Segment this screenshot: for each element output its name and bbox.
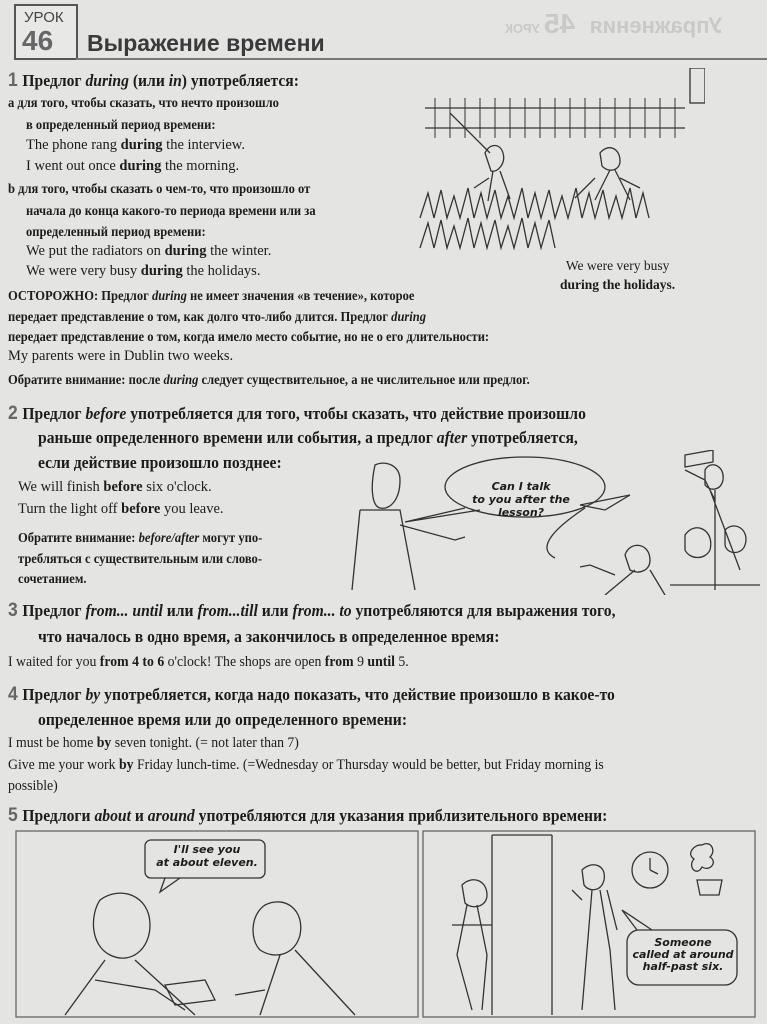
text: the morning. [161,158,240,174]
section-4-heading [8,684,615,706]
bubble-line: Someone [654,936,712,949]
section-number: 2 [8,403,18,424]
term: from... to [292,601,352,620]
lesson-label: УРОК [24,9,64,26]
lesson-number: 46 [22,25,54,56]
section-2-heading [8,403,586,425]
section-2-heading-line2 [38,428,578,448]
rule-a-line1: a для того, чтобы сказать, что нечто произошло [8,95,279,110]
text: Turn the light off [18,501,122,517]
note-line1 [18,530,262,546]
section-number: 5 [8,805,18,826]
rule-a-line2: в определенный период времени: [26,117,216,132]
bubble-line: to you after the [472,493,570,506]
bleed-title: Упражнения [589,13,723,38]
term: from... until [85,601,163,620]
lesson-badge [14,4,78,60]
rule-b-line3: определенный период времени: [26,224,206,239]
bubble-line: lesson? [497,506,545,519]
bubble-line: at about eleven. [156,856,258,869]
term: from 4 to 6 [99,654,165,670]
example [26,243,271,260]
illustration-garden [415,68,705,268]
term: during [163,372,199,387]
example [18,479,212,496]
example [8,757,604,774]
text: I waited for you [8,654,100,670]
example [26,158,239,175]
warning-line1 [8,288,414,304]
title-rule [76,58,767,60]
text: употребляется, когда надо показать, что действие произошло в какое-то [100,685,615,704]
text: (или [128,71,169,90]
page-title: Выражение времени [87,30,325,56]
text: Give me your work [8,757,119,773]
text: ОСТОРОЖНО: Предлог [8,288,152,303]
bleed-lesson-label: УРОК [505,21,540,36]
bleed-lesson-number: 45 [544,8,576,39]
term: before [103,479,143,495]
rule-b-line2: начала до конца какого-то периода времени или за [26,203,316,218]
text: передает представление о том, как долго что-либо длится. Предлог [8,309,392,324]
text: the holidays. [182,263,261,279]
term: before/after [138,530,200,545]
caption-bubble [628,937,738,973]
text: употребляется для того, чтобы сказать, что действие произошло [126,404,586,423]
text: We put the radiators on [26,243,165,259]
text: Предлог [22,685,86,704]
warning-line2 [8,309,426,325]
term: until [367,654,395,670]
bubble-line: I'll see you [173,843,241,856]
text: Предлог [22,601,86,620]
text: 5. [394,654,409,670]
section-number: 3 [8,600,18,621]
section-4-heading-line2: определенное время или до определенного времени: [38,710,408,729]
example-continued: possible) [8,778,58,794]
section-number: 1 [8,70,18,91]
text: употребляются для указания приблизительного времени: [194,806,608,825]
term: about [94,806,131,825]
text: ) употребляется: [181,71,299,90]
term: during [85,71,129,90]
section-3-heading-line2: что началось в одно время, а закончилось в определенное время: [38,627,500,646]
term: around [147,806,195,825]
section-3-heading [8,600,615,622]
bubble-line: Can I talk [491,480,551,493]
text: The phone rang [26,137,121,153]
speech-bubble [148,843,266,869]
example: My parents were in Dublin two weeks. [8,348,234,364]
bleed-through-header [505,8,722,40]
section-5-heading [8,805,607,827]
note [8,372,530,388]
bubble-line: half-past six. [642,960,724,973]
text: Предлог [22,404,86,423]
text: o'clock! The shops are open [164,654,325,670]
term: after [436,428,468,447]
warning-line3: передает представление о том, когда имело место событие, но не о его длительности: [8,329,490,344]
text: употребляется, [467,428,578,447]
example [18,501,224,518]
text: We were very busy [26,263,141,279]
caption-line: We were very busy [565,258,670,273]
text: seven tonight. (= not later than 7) [111,735,299,751]
term: before [121,501,161,517]
text: I went out once [26,158,120,174]
term: before [85,404,127,423]
illustration-caption [560,256,675,294]
term: from [324,654,354,670]
section-number: 4 [8,684,18,705]
term: during [164,243,207,259]
example [8,735,299,752]
section-2-heading-line3: если действие произошло позднее: [38,453,282,472]
text: или [162,601,198,620]
text: the interview. [162,137,245,153]
note-line2: требляться с существительным или слово- [18,551,263,566]
example [26,137,245,154]
text: 9 [353,654,368,670]
term: during [151,288,187,303]
example [26,263,260,280]
text: you leave. [160,501,224,517]
text: не имеет значения «в течение», которое [186,288,415,303]
section-1-heading [8,70,299,92]
text: следует существительное, а не числительное или предлог. [198,372,530,387]
example [8,654,409,671]
illustration-doorway [422,830,757,1020]
speech-bubble [466,480,576,519]
text: We will finish [18,479,104,495]
note-line3: сочетанием. [18,571,87,586]
text: раньше определенного времени или события, а предлог [38,428,437,447]
text: могут упо- [199,530,263,545]
term: during [120,137,163,153]
term: by [96,735,112,751]
term: during [391,309,427,324]
text: или [257,601,293,620]
text: I must be home [8,735,97,751]
rule-b-line1: b для того, чтобы сказать о чем-то, что произошло от [8,181,311,196]
term: from...till [197,601,258,620]
text: и [130,806,148,825]
term: by [85,685,101,704]
term: during [119,158,162,174]
term: during [140,263,183,279]
term: in [168,71,182,90]
caption-line: during the holidays. [560,277,676,292]
text: the winter. [206,243,272,259]
bubble-line: called at around [632,948,734,961]
illustration-classroom [330,450,767,595]
text: six o'clock. [142,479,212,495]
text: Обратите внимание: [18,530,139,545]
text: Предлоги [22,806,95,825]
text: Предлог [22,71,86,90]
text: употребляются для выражения того, [351,601,616,620]
text: Обратите внимание: после [8,372,164,387]
term: by [118,757,134,773]
text: Friday lunch-time. (=Wednesday or Thursday would be better, but Friday morning is [133,757,604,773]
